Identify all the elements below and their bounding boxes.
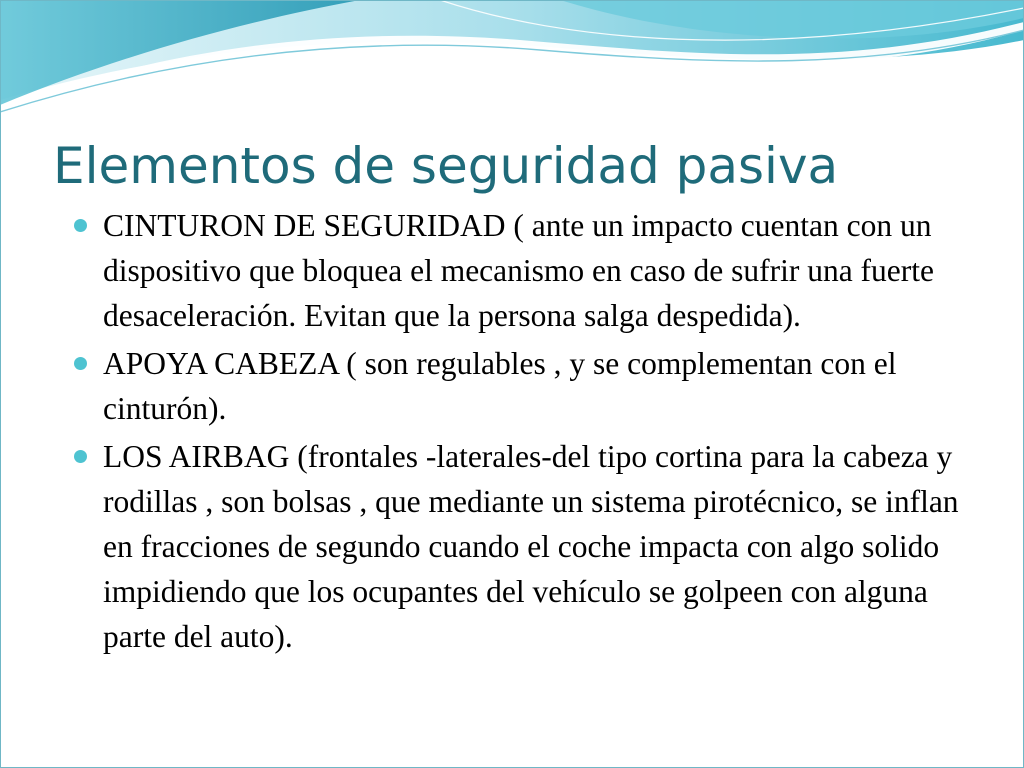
bullet-item-airbag <box>74 434 974 659</box>
slide-title: Elementos de seguridad pasiva <box>53 137 839 195</box>
bullet-text: CINTURON DE SEGURIDAD ( ante un impacto cuentan con un dispositivo que bloquea el mecanismo en caso de sufrir una fuerte desaceleración. Evitan que la persona salga despedida). <box>103 208 934 333</box>
bullet-item-headrest <box>74 341 974 431</box>
bullet-text: LOS AIRBAG (frontales -laterales-del tipo cortina para la cabeza y rodillas , son bolsas , que mediante un sistema pirotécnico, se inflan en fracciones de segundo cuando el coche impacta con algo solido impidiendo que los ocupantes del vehículo se golpeen con alguna parte del auto). <box>103 439 959 654</box>
bullet-text: APOYA CABEZA ( son regulables , y se complementan con el cinturón). <box>103 346 897 426</box>
bullet-dot-icon <box>74 219 87 232</box>
header-wave-decoration <box>0 0 1024 120</box>
bullet-dot-icon <box>74 357 87 370</box>
bullet-list <box>74 203 974 662</box>
bullet-dot-icon <box>74 450 87 463</box>
bullet-item-seatbelt <box>74 203 974 338</box>
